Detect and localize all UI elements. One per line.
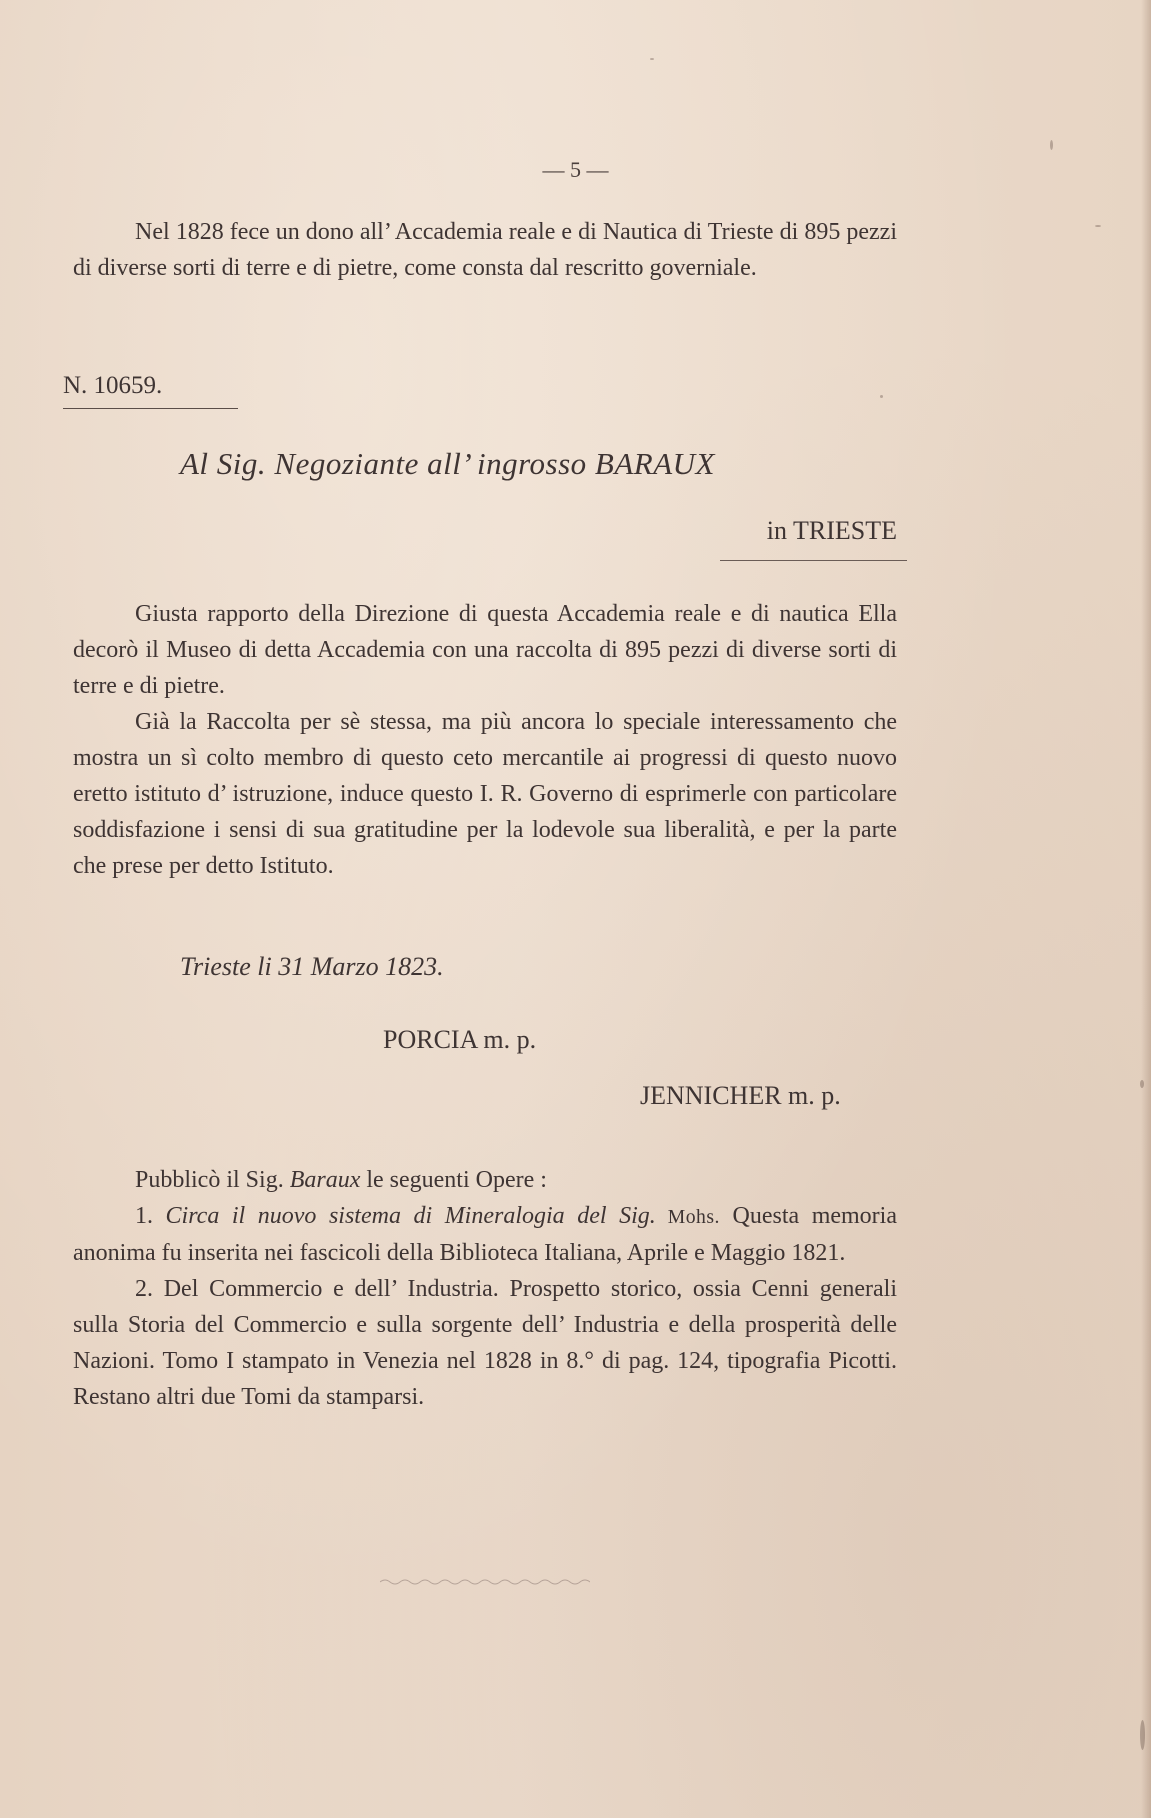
page-edge-shadow	[1141, 0, 1151, 1818]
intro-paragraph-text: Nel 1828 fece un dono all’ Accademia reale e di Nautica di Trieste di 895 pezzi di diverse sorti di terre e di pietre, come consta dal rescritto governiale.	[73, 219, 897, 281]
work-item-1-title: Circa il nuovo sistema di Mineralogia del Sig.	[165, 1203, 656, 1229]
paper-mark	[880, 395, 883, 398]
decree-location: in TRIESTE	[766, 516, 897, 545]
signature-jennicher: JENNICHER m. p.	[640, 1081, 841, 1110]
works-section	[73, 1162, 897, 1415]
decree-date: Trieste li 31 Marzo 1823.	[180, 952, 444, 981]
decree-addressee: Al Sig. Negoziante all’ ingrosso BARAUX	[180, 446, 715, 481]
work-item-1-number: 1.	[135, 1203, 166, 1229]
paper-mark	[1095, 225, 1101, 227]
works-intro-name: Baraux	[289, 1167, 361, 1193]
decree-number-rule	[63, 408, 238, 409]
decree-body	[73, 596, 897, 884]
work-item-1-author: Mohs.	[655, 1206, 720, 1228]
signature-porcia: PORCIA m. p.	[383, 1025, 537, 1054]
paper-mark	[650, 58, 654, 60]
end-ornament	[380, 1578, 590, 1586]
page-number: — 5 —	[542, 157, 609, 182]
decree-number: N. 10659.	[63, 372, 163, 399]
work-item-1	[73, 1198, 897, 1271]
paper-mark	[1140, 1080, 1144, 1088]
works-intro-after: le seguenti Opere :	[360, 1167, 547, 1193]
location-rule	[720, 560, 907, 561]
decree-paragraph-1: Giusta rapporto della Direzione di questa Accademia reale e di nautica Ella decorò il Museo di detta Accademia con una raccolta di 895 pezzi di diverse sorti di terre e di pietre.	[73, 601, 897, 699]
works-intro-before: Pubblicò il Sig.	[135, 1167, 290, 1193]
work-item-1-rest: Questa memoria anonima fu inserita nei fascicoli della Biblioteca Italiana, Aprile e Maggio 1821.	[73, 1203, 897, 1266]
intro-paragraph	[73, 214, 897, 286]
paper-mark	[1140, 1720, 1145, 1750]
work-item-2: 2. Del Commercio e dell’ Industria. Prospetto storico, ossia Cenni generali sulla Storia del Commercio e sulla sorgente dell’ Industria e della prosperità delle Nazioni. Tomo I stampato in Venezia nel 1828 in 8.° di pag. 124, tipografia Picotti. Restano altri due Tomi da stamparsi.	[73, 1276, 897, 1410]
paper-mark	[1050, 140, 1053, 150]
works-intro	[73, 1162, 897, 1198]
decree-paragraph-2: Già la Raccolta per sè stessa, ma più ancora lo speciale interessamento che mostra un sì colto membro di questo ceto mercantile ai progressi di questo nuovo eretto istituto d’ istruzione, induce questo I. R. Governo di esprimerle con particolare soddisfazione i sensi di sua gratitudine per la lodevole sua liberalità, e per la parte che prese per detto Istituto.	[73, 709, 897, 879]
